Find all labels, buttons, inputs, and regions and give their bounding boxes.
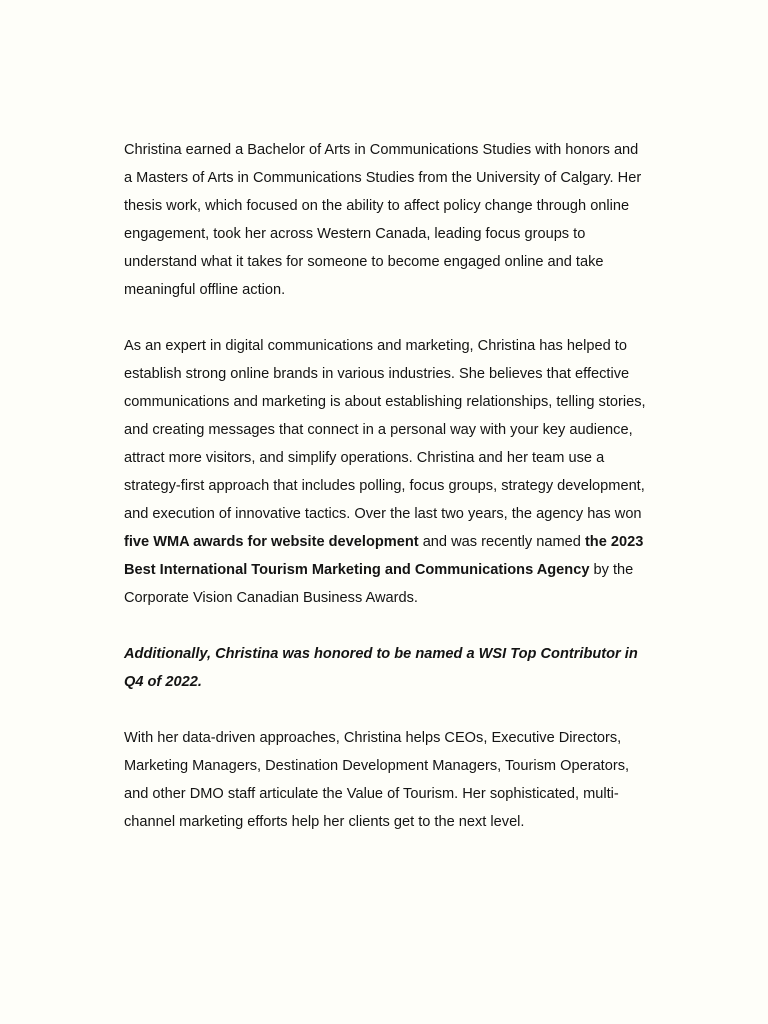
expertise-text-2: and was recently named <box>418 534 585 550</box>
bio-paragraph-expertise <box>124 332 648 612</box>
expertise-text-1: As an expert in digital communications and marketing, Christina has helped to establish strong online brands in various industries. She believes that effective communications and marketing is about establishing relationships, telling stories, and creating messages that connect in a personal way with your key audience, attract more visitors, and simplify operations. Christina and her team use a strategy-first approach that includes polling, focus groups, strategy development, and execution of innovative tactics. Over the last two years, the agency has won <box>124 338 646 522</box>
expertise-text-3: by the Corporate Vision Canadian Business Awards. <box>124 562 634 606</box>
bio-paragraph-approach: With her data-driven approaches, Christina helps CEOs, Executive Directors, Marketing Managers, Destination Development Managers, Tourism Operators, and other DMO staff articulate the Value of Tourism. Her sophisticated, multi-channel marketing efforts help her clients get to the next level. <box>124 730 630 830</box>
bio-content <box>124 136 648 864</box>
award-highlight-wma: five WMA awards for website development <box>124 534 419 550</box>
bio-paragraph-education: Christina earned a Bachelor of Arts in Communications Studies with honors and a Masters of Arts in Communications Studies from the University of Calgary. Her thesis work, which focused on the ability to affect policy change through online engagement, took her across Western Canada, leading focus groups to understand what it takes for someone to become engaged online and take meaningful offline action. <box>124 142 642 298</box>
bio-paragraph-recognition: Additionally, Christina was honored to be named a WSI Top Contributor in Q4 of 2022. <box>124 646 638 690</box>
award-highlight-agency: the 2023 Best International Tourism Marketing and Communications Agency <box>124 534 644 578</box>
